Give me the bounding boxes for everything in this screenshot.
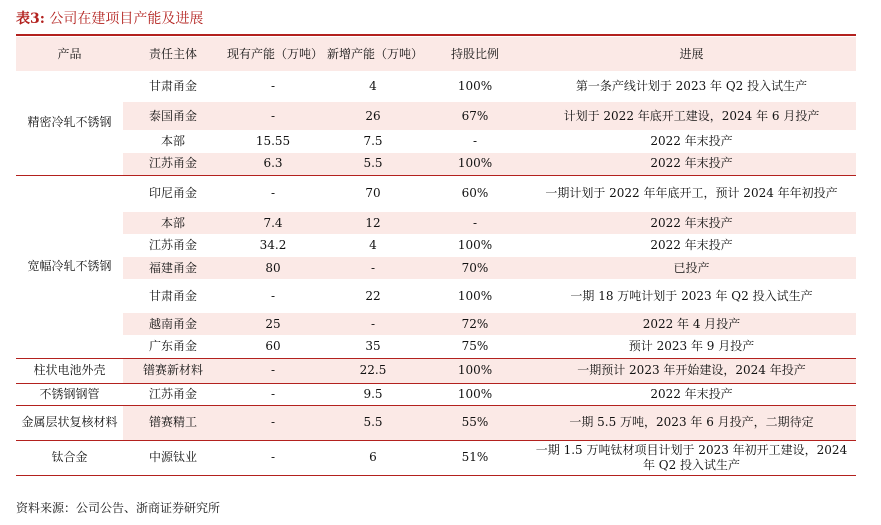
cell-progress: 一期 1.5 万吨钛材项目计划于 2023 年初开工建设，2024 年 Q2 投入试生产 [527, 440, 856, 475]
cell-added-capacity: 35 [365, 338, 381, 353]
header-product: 产品 [16, 37, 123, 71]
cell-share: 100% [457, 288, 493, 303]
table-row [16, 313, 856, 335]
cell-share: 55% [423, 405, 527, 440]
cell-share: 67% [423, 102, 527, 130]
cell-product: 金属层状复核材料 [16, 405, 123, 440]
cell-share: 72% [423, 313, 527, 335]
cell-progress: 2022 年末投产 [527, 153, 856, 175]
table-row [16, 358, 856, 383]
cell-added-capacity: 22.5 [323, 358, 423, 383]
cell-entity: 越南甬金 [123, 313, 223, 335]
cell-share: 100% [423, 358, 527, 383]
cell-product: 宽幅冷轧不锈钢 [16, 175, 123, 358]
cell-product: 钛合金 [16, 440, 123, 475]
cell-share: 60% [423, 175, 527, 212]
header-progress: 进展 [527, 37, 856, 71]
header-added-capacity: 新增产能（万吨） [323, 37, 423, 71]
cell-progress: 2022 年末投产 [650, 238, 733, 252]
cell-entity: 江苏甬金 [123, 383, 223, 405]
cell-progress: 第一条产线计划于 2023 年 Q2 投入试生产 [575, 79, 808, 93]
cell-progress: 2022 年 4 月投产 [527, 313, 856, 335]
table-row [16, 212, 856, 234]
cell-product: 不锈钢钢管 [16, 383, 123, 405]
cell-entity: 本部 [160, 134, 185, 148]
capacity-table [16, 37, 856, 476]
cell-added-capacity: 12 [323, 212, 423, 234]
cell-existing-capacity: 25 [223, 313, 323, 335]
cell-progress: 一期预计 2023 年开始建设，2024 年投产 [527, 358, 856, 383]
table-title [16, 8, 203, 28]
cell-existing-capacity: 80 [223, 257, 323, 279]
cell-progress: 预计 2023 年 9 月投产 [628, 338, 755, 353]
cell-existing-capacity: 60 [265, 338, 281, 353]
cell-progress: 2022 年末投产 [650, 134, 733, 148]
cell-share: 70% [423, 257, 527, 279]
cell-existing-capacity: - [223, 383, 323, 405]
header-share: 持股比例 [423, 37, 527, 71]
table-row [16, 279, 856, 313]
cell-share: 100% [423, 153, 527, 175]
table-body [16, 71, 856, 475]
cell-progress: 2022 年末投产 [527, 212, 856, 234]
cell-entity: 广东甬金 [148, 338, 197, 353]
cell-share: - [472, 134, 478, 148]
cell-added-capacity: 9.5 [323, 383, 423, 405]
cell-existing-capacity: 34.2 [259, 238, 287, 252]
table-row [16, 153, 856, 175]
cell-progress: 已投产 [527, 257, 856, 279]
cell-existing-capacity: - [223, 175, 323, 212]
cell-existing-capacity: 15.55 [255, 134, 291, 148]
cell-entity: 镨赛精工 [123, 405, 223, 440]
table-row [16, 130, 856, 153]
cell-entity: 甘肃甬金 [148, 79, 197, 93]
cell-existing-capacity: - [223, 405, 323, 440]
cell-share: 100% [457, 79, 493, 93]
cell-added-capacity: - [323, 257, 423, 279]
cell-added-capacity: 4 [369, 238, 377, 252]
table-row [16, 257, 856, 279]
cell-entity: 江苏甬金 [148, 238, 197, 252]
table-row [16, 175, 856, 212]
header-entity: 责任主体 [123, 37, 223, 71]
cell-existing-capacity: 6.3 [223, 153, 323, 175]
cell-share: 51% [423, 440, 527, 475]
header-existing-capacity: 现有产能（万吨） [223, 37, 323, 71]
cell-share: 100% [423, 383, 527, 405]
cell-added-capacity: 7.5 [363, 134, 383, 148]
table-row [16, 234, 856, 257]
cell-entity: 印尼甬金 [123, 175, 223, 212]
table-row [16, 102, 856, 130]
cell-entity: 江苏甬金 [123, 153, 223, 175]
cell-added-capacity: - [323, 313, 423, 335]
table-row [16, 440, 856, 475]
cell-progress: 一期 18 万吨计划于 2023 年 Q2 投入试生产 [570, 288, 813, 303]
cell-share: - [423, 212, 527, 234]
cell-added-capacity: 5.5 [323, 405, 423, 440]
table-row [16, 71, 856, 102]
header-row [16, 37, 856, 71]
cell-progress: 计划于 2022 年底开工建设，2024 年 6 月投产 [527, 102, 856, 130]
cell-product: 精密冷轧不锈钢 [27, 115, 112, 130]
cell-entity: 福建甬金 [123, 257, 223, 279]
cell-added-capacity: 22 [365, 288, 381, 303]
cell-entity: 本部 [123, 212, 223, 234]
top-rule [16, 34, 856, 36]
cell-progress: 一期计划于 2022 年年底开工，预计 2024 年年初投产 [527, 175, 856, 212]
cell-existing-capacity: - [223, 358, 323, 383]
cell-added-capacity: 70 [323, 175, 423, 212]
cell-entity: 泰国甬金 [123, 102, 223, 130]
cell-share: 75% [461, 338, 489, 353]
cell-entity: 中源钛业 [123, 440, 223, 475]
cell-added-capacity: 4 [369, 79, 377, 93]
table-caption: 公司在建项目产能及进展 [49, 11, 204, 27]
source-note: 资料来源：公司公告、浙商证券研究所 [16, 501, 221, 515]
table-number: 表3: [16, 11, 45, 27]
cell-entity: 镨赛新材料 [123, 358, 223, 383]
table-row [16, 383, 856, 405]
cell-existing-capacity: - [270, 79, 276, 93]
cell-existing-capacity: - [270, 288, 276, 303]
table-row [16, 335, 856, 358]
cell-progress: 2022 年末投产 [527, 383, 856, 405]
cell-entity: 甘肃甬金 [148, 288, 197, 303]
cell-progress: 一期 5.5 万吨，2023 年 6 月投产，二期待定 [527, 405, 856, 440]
cell-existing-capacity: - [223, 440, 323, 475]
cell-existing-capacity: - [223, 102, 323, 130]
cell-added-capacity: 5.5 [323, 153, 423, 175]
table-row [16, 405, 856, 440]
cell-added-capacity: 6 [323, 440, 423, 475]
cell-product: 柱状电池外壳 [16, 358, 123, 383]
cell-share: 100% [457, 238, 493, 252]
cell-added-capacity: 26 [323, 102, 423, 130]
cell-existing-capacity: 7.4 [223, 212, 323, 234]
